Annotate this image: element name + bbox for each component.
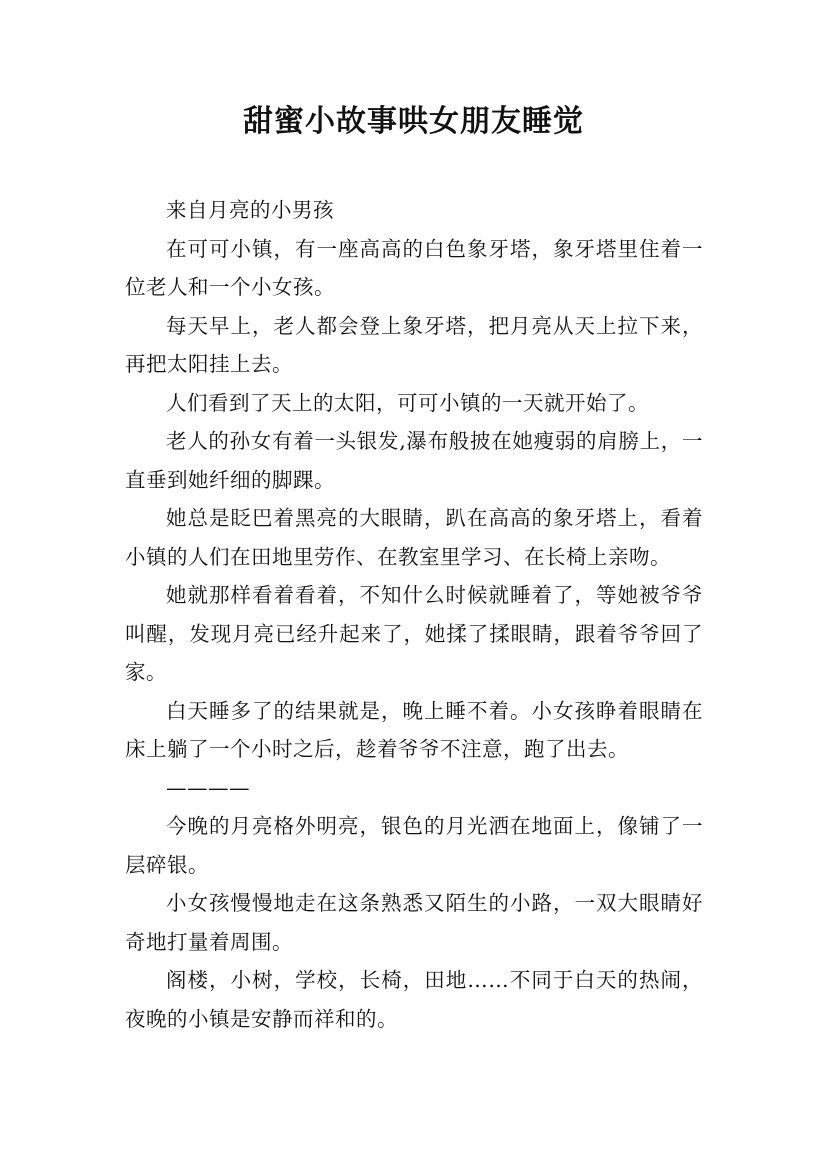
story-subtitle: 来自月亮的小男孩 xyxy=(166,198,334,222)
document-title: 甜蜜小故事哄女朋友睡觉 xyxy=(243,104,584,139)
paragraph: 每天早上，老人都会登上象牙塔，把月亮从天上拉下来，再把太阳挂上去。 xyxy=(125,313,703,376)
document-body xyxy=(125,191,703,1038)
paragraph: 人们看到了天上的太阳，可可小镇的一天就开始了。 xyxy=(166,390,649,415)
paragraph: 今晚的月亮格外明亮，银色的月光洒在地面上，像铺了一层碎银。 xyxy=(125,814,703,877)
paragraph: 她总是眨巴着黑亮的大眼睛，趴在高高的象牙塔上，看着小镇的人们在田地里劳作、在教室里学习、在长椅上亲吻。 xyxy=(125,506,703,569)
paragraph: 老人的孙女有着一头银发,瀑布般披在她瘦弱的肩膀上，一直垂到她纤细的脚踝。 xyxy=(125,429,703,492)
paragraph: 她就那样看着看着，不知什么时候就睡着了，等她被爷爷叫醒，发现月亮已经升起来了，她揉了揉眼睛，跟着爷爷回了家。 xyxy=(125,583,703,684)
section-divider: ———— xyxy=(166,775,250,800)
paragraph: 小女孩慢慢地走在这条熟悉又陌生的小路，一双大眼睛好奇地打量着周围。 xyxy=(125,891,703,954)
paragraph: 白天睡多了的结果就是，晚上睡不着。小女孩睁着眼睛在床上躺了一个小时之后，趁着爷爷不注意，跑了出去。 xyxy=(125,698,703,761)
paragraph: 在可可小镇，有一座高高的白色象牙塔，象牙塔里住着一位老人和一个小女孩。 xyxy=(125,236,703,299)
paragraph: 阁楼，小树，学校，长椅，田地……不同于白天的热闹，夜晚的小镇是安静而祥和的。 xyxy=(125,968,703,1031)
